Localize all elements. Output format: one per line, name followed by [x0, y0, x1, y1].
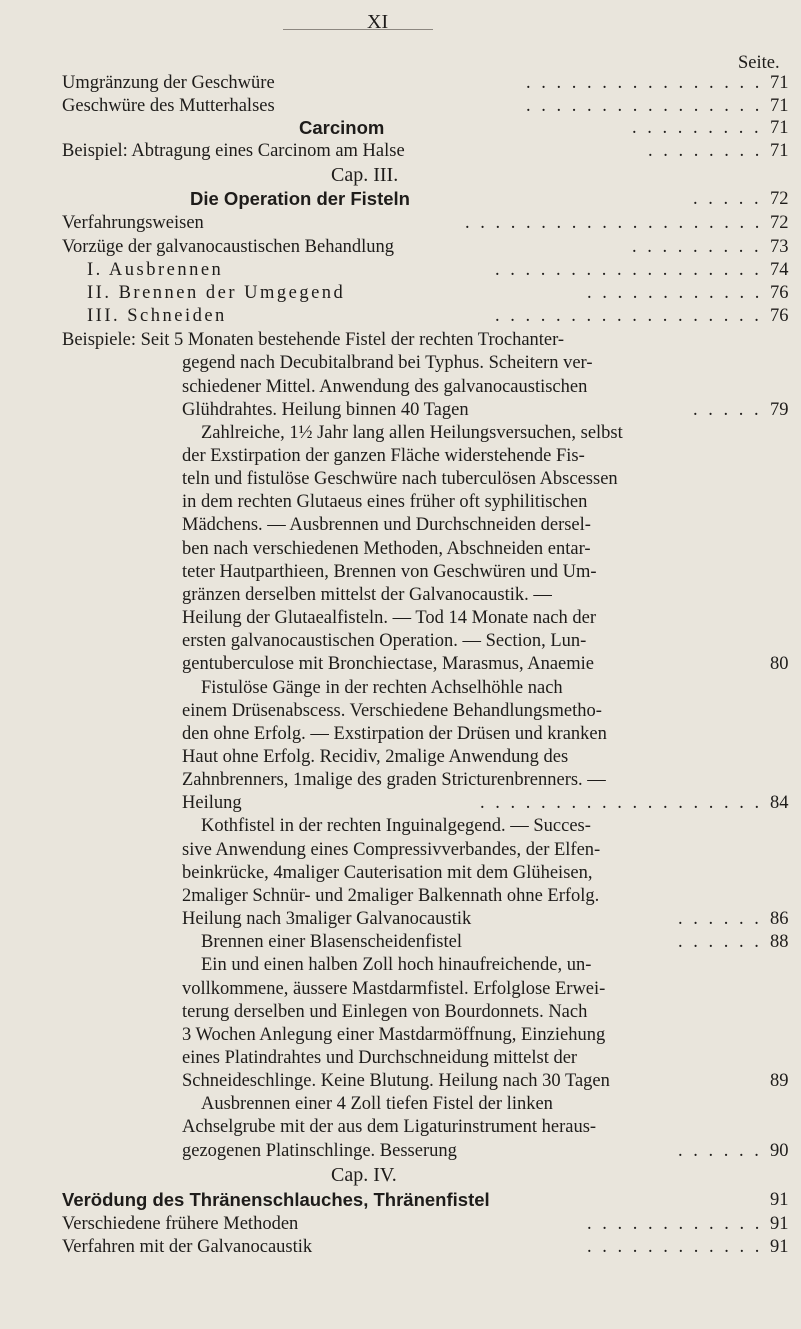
toc-page-number: 88	[770, 932, 789, 952]
toc-leader-dots: . . . . . . . . . . . .	[587, 1214, 763, 1234]
toc-entry	[0, 977, 801, 1001]
toc-page-number: 71	[770, 141, 789, 161]
toc-entry-text: in dem rechten Glutaeus eines früher oft syphilitischen	[182, 492, 588, 512]
toc-entry	[0, 1000, 801, 1024]
toc-leader-dots: . . . . .	[693, 400, 762, 420]
page-number-roman: XI	[367, 11, 389, 33]
toc-entry-text: sive Anwendung eines Compressivverbandes, der Elfen-	[182, 840, 601, 860]
toc-entry	[0, 94, 801, 118]
toc-entry	[0, 375, 801, 399]
toc-entry	[0, 139, 801, 163]
toc-leader-dots: . . . . . . . . .	[632, 237, 762, 257]
toc-entry-text: Die Operation der Fisteln	[190, 188, 410, 209]
toc-entry	[0, 1188, 801, 1212]
toc-entry	[0, 1139, 801, 1163]
toc-entry	[0, 838, 801, 862]
toc-entry-text: den ohne Erfolg. — Exstirpation der Drüsen und kranken	[182, 724, 607, 744]
toc-entry	[0, 490, 801, 514]
toc-entry-text: vollkommene, äussere Mastdarmfistel. Erfolglose Erwei-	[182, 979, 606, 999]
toc-leader-dots: . . . . . . . . . . . . . . . . . .	[495, 260, 762, 280]
toc-entry-text: ben nach verschiedenen Methoden, Abschneiden entar-	[182, 539, 591, 559]
toc-leader-dots: . . . . . . . . . . . . . . . . . .	[495, 306, 762, 326]
toc-entry	[0, 768, 801, 792]
toc-entry-text: ersten galvanocaustischen Operation. — Section, Lun-	[182, 631, 587, 651]
toc-page-number: 79	[770, 400, 789, 420]
toc-entry	[0, 814, 801, 838]
toc-entry	[0, 1235, 801, 1259]
toc-leader-dots: . . . . . . . . . . . . . . . . . . . .	[465, 213, 763, 233]
toc-entry-text: Ein und einen halben Zoll hoch hinaufreichende, un-	[201, 955, 592, 975]
toc-entry	[0, 258, 801, 282]
toc-page-number: 74	[770, 260, 789, 280]
toc-entry	[0, 1163, 801, 1187]
toc-entry-text: Geschwüre des Mutterhalses	[62, 96, 275, 116]
toc-entry	[0, 791, 801, 815]
toc-entry	[0, 281, 801, 305]
toc-page-number: 89	[770, 1071, 789, 1091]
toc-entry	[0, 398, 801, 422]
toc-entry	[0, 745, 801, 769]
toc-entry-text: Fistulöse Gänge in der rechten Achselhöhle nach	[201, 678, 563, 698]
toc-entry	[0, 722, 801, 746]
toc-entry-text: gentuberculose mit Bronchiectase, Marasmus, Anaemie	[182, 654, 595, 674]
toc-leader-dots: . . . . . . . . . . . .	[587, 283, 763, 303]
toc-entry-text: Cap. IV.	[331, 1164, 397, 1186]
toc-entry	[0, 606, 801, 630]
toc-entry-text: gränzen derselben mittelst der Galvanocaustik. —	[182, 585, 552, 605]
header-rule	[283, 29, 433, 30]
toc-entry	[0, 1115, 801, 1139]
toc-entry	[0, 187, 801, 211]
toc-leader-dots: . . . . . .	[678, 932, 762, 952]
toc-entry	[0, 629, 801, 653]
toc-entry	[0, 328, 801, 352]
toc-entry-text: Haut ohne Erfolg. Recidiv, 2malige Anwendung des	[182, 747, 569, 767]
toc-leader-dots: . . . . . . . . . . . . . . . .	[526, 96, 763, 116]
toc-page-number: 71	[770, 96, 789, 116]
toc-entry-text: Zahnbrenners, 1malige des graden Stricturenbrenners. —	[182, 770, 606, 790]
toc-entry	[0, 421, 801, 445]
toc-entry-text: II. Brennen der Umgegend	[87, 283, 346, 303]
toc-entry-text: teln und fistulöse Geschwüre nach tuberculösen Abscessen	[182, 469, 618, 489]
toc-entry-text: 2maliger Schnür- und 2maliger Balkennath ohne Erfolg.	[182, 886, 600, 906]
toc-entry	[0, 884, 801, 908]
toc-leader-dots: . . . . . .	[678, 1141, 762, 1161]
toc-entry-text: Ausbrennen einer 4 Zoll tiefen Fistel der linken	[201, 1094, 553, 1114]
toc-entry-text: Verödung des Thränenschlauches, Thränenfistel	[62, 1189, 490, 1210]
toc-entry-text: schiedener Mittel. Anwendung des galvanocaustischen	[182, 377, 588, 397]
toc-entry-text: Heilung nach 3maliger Galvanocaustik	[182, 909, 472, 929]
toc-entry-text: teter Hautparthieen, Brennen von Geschwüren und Um-	[182, 562, 597, 582]
toc-leader-dots: . . . . . .	[678, 909, 762, 929]
toc-entry-text: Brennen einer Blasenscheidenfistel	[201, 932, 462, 952]
toc-page-number: 80	[770, 654, 789, 674]
toc-entry	[0, 163, 801, 187]
toc-entry-text: Zahlreiche, 1½ Jahr lang allen Heilungsversuchen, selbst	[201, 423, 623, 443]
toc-leader-dots: . . . . . . . . . . . . . . . .	[526, 73, 763, 93]
toc-entry-text: einem Drüsenabscess. Verschiedene Behandlungsmetho-	[182, 701, 602, 721]
toc-entry-text: 3 Wochen Anlegung einer Mastdarmöffnung, Einziehung	[182, 1025, 606, 1045]
toc-entry	[0, 583, 801, 607]
toc-page-number: 91	[770, 1190, 789, 1210]
toc-entry-text: gezogenen Platinschlinge. Besserung	[182, 1141, 457, 1161]
toc-entry-text: Verfahren mit der Galvanocaustik	[62, 1237, 313, 1257]
toc-page-number: 71	[770, 73, 789, 93]
toc-entry-text: Cap. III.	[331, 164, 399, 186]
toc-leader-dots: . . . . . . . .	[648, 141, 763, 161]
toc-page-number: 86	[770, 909, 789, 929]
toc-page-number: 72	[770, 213, 789, 233]
toc-entry-text: Kothfistel in der rechten Inguinalgegend. — Succes-	[201, 816, 591, 836]
toc-page-number: 91	[770, 1214, 789, 1234]
toc-entry-text: terung derselben und Einlegen von Bourdonnets. Nach	[182, 1002, 588, 1022]
toc-entry	[0, 71, 801, 95]
toc-entry	[0, 907, 801, 931]
toc-entry	[0, 652, 801, 676]
toc-entry-text: I. Ausbrennen	[87, 260, 224, 280]
toc-page-number: 76	[770, 306, 789, 326]
toc-entry	[0, 235, 801, 259]
toc-page-number: 72	[770, 189, 789, 209]
toc-entry-text: eines Platindrahtes und Durchschneidung mittelst der	[182, 1048, 578, 1068]
toc-entry	[0, 304, 801, 328]
toc-entry	[0, 1069, 801, 1093]
toc-entry	[0, 211, 801, 235]
toc-entry	[0, 930, 801, 954]
toc-page-number: 76	[770, 283, 789, 303]
toc-entry-text: Achselgrube mit der aus dem Ligaturinstrument heraus-	[182, 1117, 597, 1137]
toc-entry-text: Beispiele: Seit 5 Monaten bestehende Fistel der rechten Trochanter-	[62, 330, 565, 350]
toc-leader-dots: . . . . . . . . . . . .	[587, 1237, 763, 1257]
toc-entry	[0, 699, 801, 723]
toc-entry-text: Verfahrungsweisen	[62, 213, 204, 233]
toc-entry-text: Verschiedene frühere Methoden	[62, 1214, 299, 1234]
toc-entry-text: gegend nach Decubitalbrand bei Typhus. Scheitern ver-	[182, 353, 593, 373]
toc-entry-text: III. Schneiden	[87, 306, 227, 326]
toc-entry-text: Beispiel: Abtragung eines Carcinom am Halse	[62, 141, 405, 161]
toc-entry-text: der Exstirpation der ganzen Fläche widerstehende Fis-	[182, 446, 585, 466]
seite-column-label: Seite.	[738, 53, 780, 73]
toc-entry	[0, 351, 801, 375]
toc-entry	[0, 1046, 801, 1070]
toc-entry-text: Mädchens. — Ausbrennen und Durchschneiden dersel-	[182, 515, 591, 535]
toc-entry-text: beinkrücke, 4maliger Cauterisation mit dem Glüheisen,	[182, 863, 593, 883]
toc-leader-dots: . . . . .	[693, 189, 762, 209]
toc-entry-text: Carcinom	[299, 117, 385, 138]
toc-entry	[0, 1212, 801, 1236]
toc-entry	[0, 444, 801, 468]
toc-page-number: 84	[770, 793, 789, 813]
toc-entry	[0, 1023, 801, 1047]
toc-entry-text: Glühdrahtes. Heilung binnen 40 Tagen	[182, 400, 469, 420]
toc-entry	[0, 537, 801, 561]
toc-entry	[0, 116, 801, 140]
toc-entry-text: Schneideschlinge. Keine Blutung. Heilung nach 30 Tagen	[182, 1071, 610, 1091]
toc-entry	[0, 513, 801, 537]
toc-leader-dots: . . . . . . . . . . . . . . . . . . .	[480, 793, 763, 813]
toc-entry	[0, 467, 801, 491]
toc-entry	[0, 560, 801, 584]
toc-entry-text: Umgränzung der Geschwüre	[62, 73, 275, 93]
toc-leader-dots: . . . . . . . . .	[632, 118, 762, 138]
toc-entry-text: Heilung	[182, 793, 242, 813]
toc-page-number: 90	[770, 1141, 789, 1161]
toc-entry	[0, 953, 801, 977]
toc-entry	[0, 1092, 801, 1116]
toc-page-number: 71	[770, 118, 789, 138]
toc-page-number: 91	[770, 1237, 789, 1257]
toc-entry	[0, 861, 801, 885]
toc-entry-text: Heilung der Glutaealfisteln. — Tod 14 Monate nach der	[182, 608, 596, 628]
toc-entry	[0, 676, 801, 700]
toc-entry-text: Vorzüge der galvanocaustischen Behandlung	[62, 237, 395, 257]
toc-page-number: 73	[770, 237, 789, 257]
